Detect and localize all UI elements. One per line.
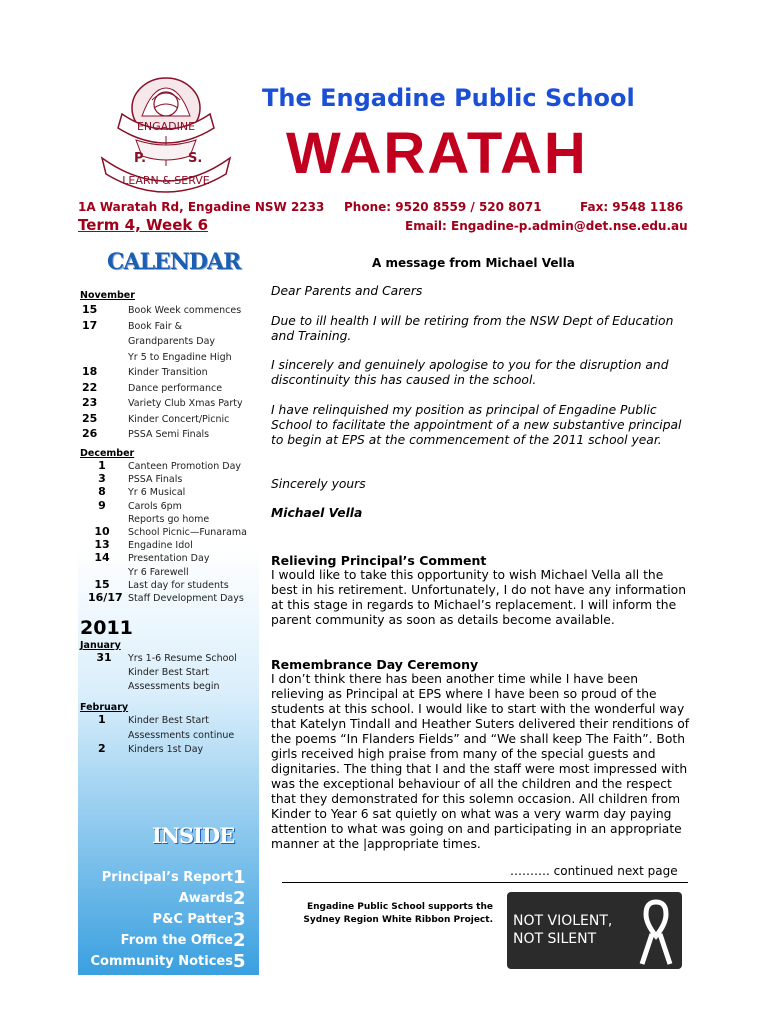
calendar-event: Yr 5 to Engadine High [128, 351, 232, 363]
calendar-event: Reports go home [128, 513, 210, 525]
calendar-event: Kinder Concert/Picnic [128, 413, 230, 425]
remembrance-heading: Remembrance Day Ceremony [271, 657, 479, 672]
inside-title: INSIDE [152, 823, 235, 848]
calendar-day: 10 [94, 525, 110, 538]
calendar-day: 15 [94, 577, 110, 591]
calendar-event: Yr 6 Farewell [128, 566, 189, 578]
newsletter-masthead: WARATAH [286, 121, 588, 186]
calendar-event: Dance performance [128, 382, 223, 394]
inside-item-page: 1 [233, 867, 246, 888]
term-week: Term 4, Week 6 [78, 216, 209, 234]
inside-item-page: 3 [233, 909, 246, 930]
salutation: Dear Parents and Carers [271, 284, 423, 298]
inside-item-label[interactable]: Awards [178, 891, 233, 906]
calendar-event: Grandparents Day [128, 336, 216, 347]
calendar-event: Kinder Transition [128, 367, 208, 378]
calendar-event: Yr 6 Musical [128, 487, 186, 499]
white-ribbon-icon [636, 896, 676, 966]
crest-ribbon-top: ENGADINE [136, 120, 196, 133]
calendar-event: Yrs 1-6 Resume School [128, 653, 237, 664]
calendar-day: 22 [82, 380, 98, 394]
inside-item-label[interactable]: Principal’s Report [101, 870, 233, 885]
paragraph-relinquished: I have relinquished my position as principal of Engadine Public School to facilitate the appointment of a new substantive principal to begin at EPS at the commencement of the 2011 school year. [271, 403, 682, 447]
calendar-day: 9 [98, 498, 106, 512]
calendar-event: Presentation Day [128, 553, 210, 565]
calendar-event: Assessments begin [128, 680, 220, 692]
inside-item-label[interactable]: From the Office [120, 933, 233, 948]
calendar-event: Variety Club Xmas Party [128, 398, 243, 409]
calendar-event: PSSA Finals [128, 474, 183, 486]
calendar-day: 13 [94, 538, 110, 552]
relieving-heading: Relieving Principal’s Comment [271, 553, 487, 568]
crest-ribbon-bottom: LEARN & SERVE [122, 174, 210, 187]
school-address: 1A Waratah Rd, Engadine NSW 2233 [78, 200, 325, 214]
divider [282, 882, 688, 883]
calendar-title: CALENDAR [107, 249, 241, 275]
calendar-day: 18 [82, 365, 98, 378]
month-february: February [80, 702, 129, 713]
calendar-day: 1 [98, 713, 106, 726]
calendar-day: 17 [82, 318, 98, 332]
calendar-event: Engadine Idol [128, 540, 193, 552]
calendar-day: 15 [82, 303, 98, 316]
inside-item-page: 2 [233, 888, 246, 909]
school-phone: Phone: 9520 8559 / 520 8071 [344, 200, 542, 214]
slogan-line-2: NOT SILENT [513, 931, 597, 947]
month-december: December [80, 448, 135, 459]
calendar-event: Canteen Promotion Day [128, 461, 242, 472]
paragraph-retiring: Due to ill health I will be retiring from the NSW Dept of Education and Training. [271, 314, 674, 343]
sidebar-panel [78, 238, 259, 975]
school-email[interactable]: Email: Engadine-p.admin@det.nse.edu.au [405, 219, 688, 233]
calendar-event: Kinder Best Start [128, 666, 209, 678]
calendar-day: 31 [96, 651, 112, 664]
month-november: November [80, 290, 135, 301]
calendar-day: 8 [98, 485, 106, 499]
signoff: Sincerely yours [271, 477, 366, 491]
school-fax: Fax: 9548 1186 [580, 200, 684, 214]
calendar-event: Last day for students [128, 579, 229, 591]
calendar-event: Carols 6pm [128, 500, 182, 512]
calendar-event: Book Fair & [128, 320, 183, 332]
inside-item-page: 5 [233, 951, 246, 972]
calendar-event: Assessments continue [128, 729, 235, 741]
continued-note: ………. continued next page [510, 864, 678, 878]
crest-letter-s: S. [188, 151, 203, 166]
year-heading: 2011 [80, 617, 133, 639]
calendar-day: 26 [82, 427, 98, 440]
slogan-line-1: NOT VIOLENT, [513, 913, 613, 929]
calendar-day: 16/17 [88, 591, 123, 604]
school-name: The Engadine Public School [262, 84, 635, 112]
crest-letter-p: P. [134, 151, 147, 166]
relieving-body: I would like to take this opportunity to wish Michael Vella all the best in his retirement. Unfortunately, I do not have any information at this stage in regards to Michael’s replacement. I will inform the parent community as soon as details become available. [271, 568, 687, 627]
calendar-event: Kinder Best Start [128, 715, 209, 726]
calendar-event: Staff Development Days [128, 593, 244, 604]
calendar-event: Kinders 1st Day [128, 744, 204, 756]
calendar-day: 3 [98, 472, 106, 486]
message-heading: A message from Michael Vella [372, 256, 575, 270]
inside-item-label[interactable]: P&C Patter [152, 912, 233, 927]
signature: Michael Vella [271, 506, 363, 520]
calendar-event: PSSA Semi Finals [128, 429, 210, 440]
school-crest-logo [92, 66, 240, 198]
calendar-day: 25 [82, 411, 98, 425]
inside-item-page: 2 [233, 930, 246, 951]
calendar-day: 2 [98, 742, 106, 756]
paragraph-apology: I sincerely and genuinely apologise to you for the disruption and discontinuity this has caused in the school. [271, 358, 669, 387]
remembrance-body: I don’t think there has been another time while I have been relieving as Principal at EPS where I have been so proud of the students at this school. I would like to start with the wonderful way that Katelyn Tindall and Heather Suters delivered their renditions of the poems “In Flanders Fields” and “We shall keep The Faith”. Both girls received high praise from many of the special guests and dignitaries. The thing that I and the staff were most impressed with was the exceptional behaviour of all the children and the respect that they demonstrated for this solemn occasion. All children from Kinder to Year 6 sat quietly on what was a very warm day paying attention to what was going on and participating in an appropriate manner at the |appropriate times. [271, 672, 690, 851]
month-january: January [80, 640, 121, 651]
calendar-event: Book Week commences [128, 305, 242, 316]
calendar-day: 14 [94, 551, 110, 565]
inside-item-label[interactable]: Community Notices [90, 954, 233, 969]
calendar-event: School Picnic—Funarama [128, 527, 247, 538]
calendar-day: 1 [98, 459, 106, 472]
calendar-day: 23 [82, 396, 98, 409]
white-ribbon-text: Engadine Public School supports the Sydney Region White Ribbon Project. [303, 902, 493, 925]
